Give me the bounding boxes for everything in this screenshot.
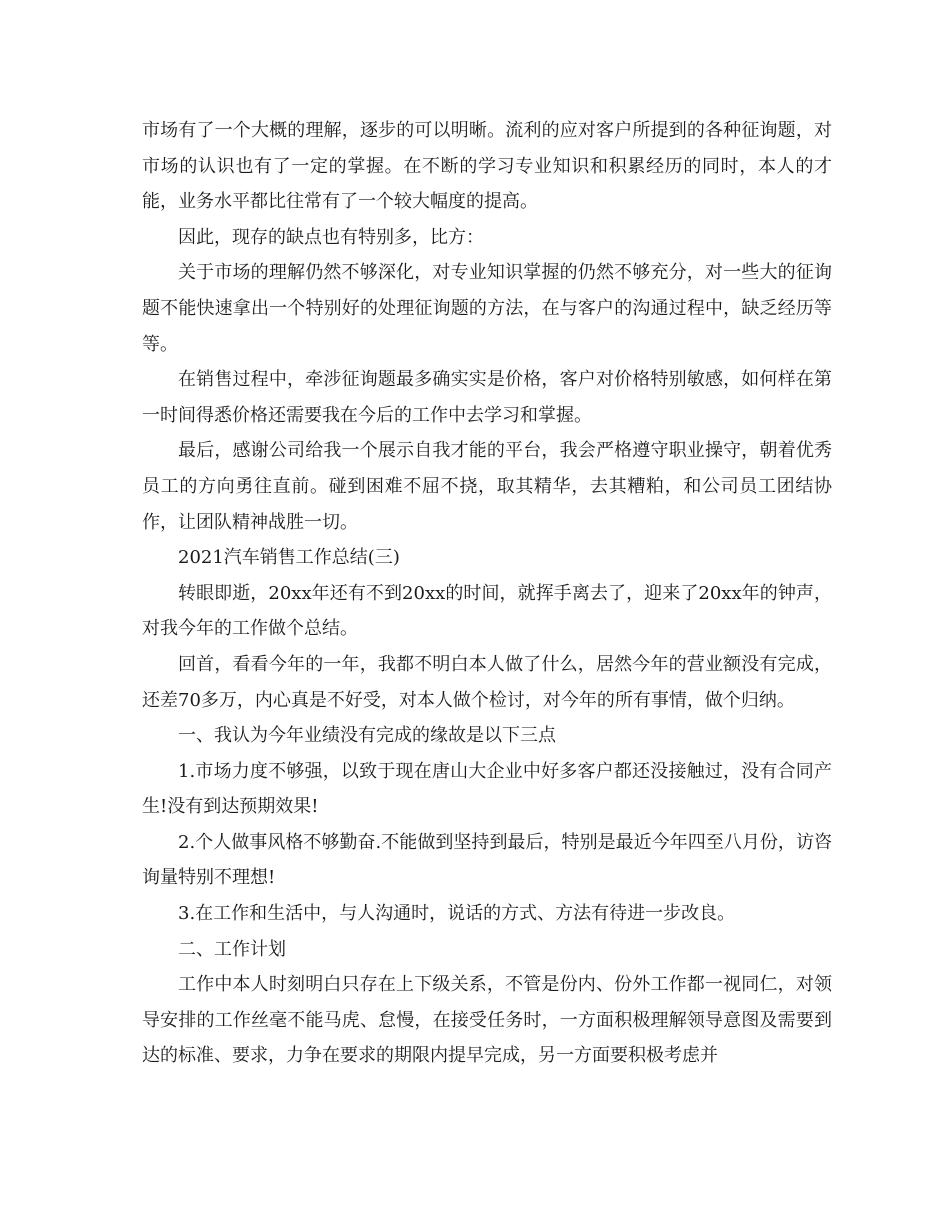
paragraph-5: 最后，感谢公司给我一个展示自我才能的平台，我会严格遵守职业操守，朝着优秀员工的方向勇往直前。碰到困难不屈不挠，取其精华，去其糟粕，和公司员工团结协作，让团队精神战胜一切。 (142, 440, 832, 533)
paragraph-14: 工作中本人时刻明白只存在上下级关系，不管是份内、份外工作都一视同仁，对领导安排的工作丝毫不能马虎、怠慢，在接受任务时，一方面积极理解领导意图及需要到达的标准、要求，力争在要求的期限内提早完成，另一方面要积极考虑并 (142, 974, 832, 1067)
document-body (142, 113, 832, 1074)
paragraph-8: 回首，看看今年的一年，我都不明白本人做了什么，居然今年的营业额没有完成，还差70多万，内心真是不好受，对本人做个检讨，对今年的所有事情，做个归纳。 (142, 653, 832, 711)
list-item-3: 3.在工作和生活中，与人沟通时，说话的方式、方法有待进一步改良。 (178, 903, 736, 925)
section-heading-3: 2021汽车销售工作总结(三) (178, 547, 400, 569)
list-item-2: 2.个人做事风格不够勤奋.不能做到坚持到最后，特别是最近今年四至八月份，访咨询量特别不理想! (142, 831, 832, 889)
paragraph-4: 在销售过程中，牵涉征询题最多确实实是价格，客户对价格特别敏感，如何样在第一时间得悉价格还需要我在今后的工作中去学习和掌握。 (142, 369, 832, 426)
list-item-1: 1.市场力度不够强，以致于现在唐山大企业中好多客户都还没接触过，没有合同产生!没有到达预期效果! (142, 760, 832, 818)
subheading-work-plan: 二、工作计划 (178, 938, 286, 960)
subheading-reasons: 一、我认为今年业绩没有完成的缘故是以下三点 (178, 725, 556, 747)
paragraph-7: 转眼即逝，20xx年还有不到20xx的时间，就挥手离去了，迎来了20xx年的钟声，对我今年的工作做个总结。 (142, 582, 832, 640)
paragraph-3: 关于市场的理解仍然不够深化，对专业知识掌握的仍然不够充分，对一些大的征询题不能快速拿出一个特别好的处理征询题的方法，在与客户的沟通过程中，缺乏经历等等。 (142, 262, 832, 355)
paragraph-2: 因此，现存的缺点也有特别多，比方： (178, 226, 484, 248)
paragraph-1: 市场有了一个大概的理解，逐步的可以明晰。流利的应对客户所提到的各种征询题，对市场的认识也有了一定的掌握。在不断的学习专业知识和积累经历的同时，本人的才能，业务水平都比往常有了一个较大幅度的提高。 (142, 120, 832, 213)
